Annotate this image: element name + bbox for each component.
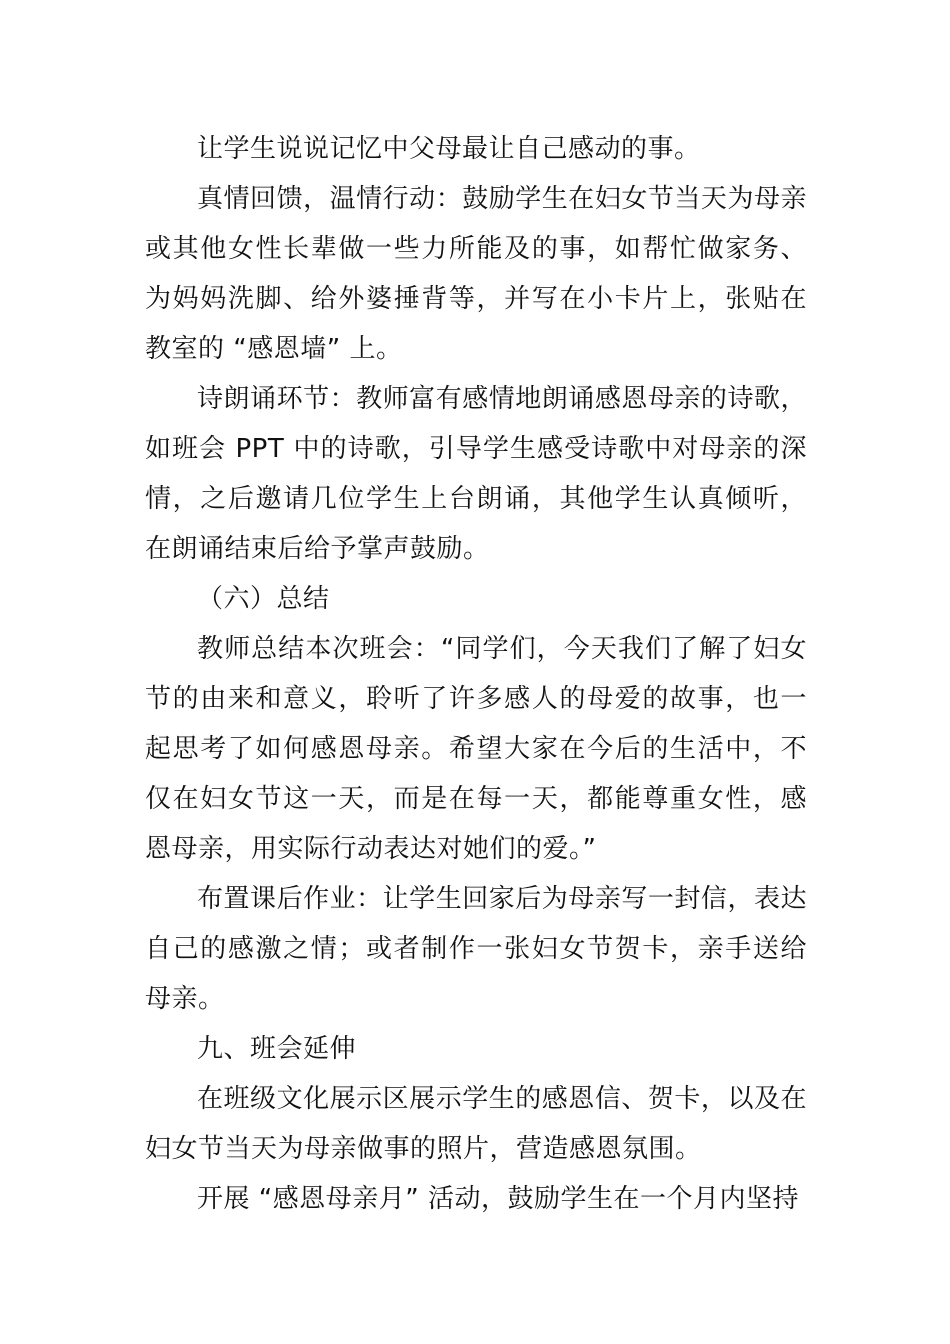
paragraph-feedback-action: 真情回馈，温情行动：鼓励学生在妇女节当天为母亲或其他女性长辈做一些力所能及的事，如帮忙做家务、为妈妈洗脚、给外婆捶背等，并写在小卡片上，张贴在教室的 “感恩墙” 上。 — [145, 184, 807, 364]
paragraph-homework: 布置课后作业：让学生回家后为母亲写一封信，表达自己的感激之情；或者制作一张妇女节贺卡，亲手送给母亲。 — [145, 884, 807, 1014]
paragraph-display-area: 在班级文化展示区展示学生的感恩信、贺卡，以及在妇女节当天为母亲做事的照片，营造感恩氛围。 — [145, 1084, 807, 1164]
paragraph-gratitude-month: 开展 “感恩母亲月” 活动，鼓励学生在一个月内坚持 — [197, 1184, 799, 1214]
paragraph-poetry-recitation: 诗朗诵环节：教师富有感情地朗诵感恩母亲的诗歌，如班会 PPT 中的诗歌，引导学生感受诗歌中对母亲的深情，之后邀请几位学生上台朗诵，其他学生认真倾听，在朗诵结束后给予掌声鼓励。 — [145, 384, 807, 564]
section-heading-extension: 九、班会延伸 — [197, 1034, 357, 1064]
paragraph-teacher-summary: 教师总结本次班会：“同学们，今天我们了解了妇女节的由来和意义，聆听了许多感人的母爱的故事，也一起思考了如何感恩母亲。希望大家在今后的生活中，不仅在妇女节这一天，而是在每一天，都能尊重女性，感恩母亲，用实际行动表达对她们的爱。” — [145, 634, 807, 864]
paragraph-memory-question: 让学生说说记忆中父母最让自己感动的事。 — [197, 134, 701, 164]
document-body — [145, 124, 807, 1224]
section-heading-summary: （六）总结 — [197, 584, 330, 614]
